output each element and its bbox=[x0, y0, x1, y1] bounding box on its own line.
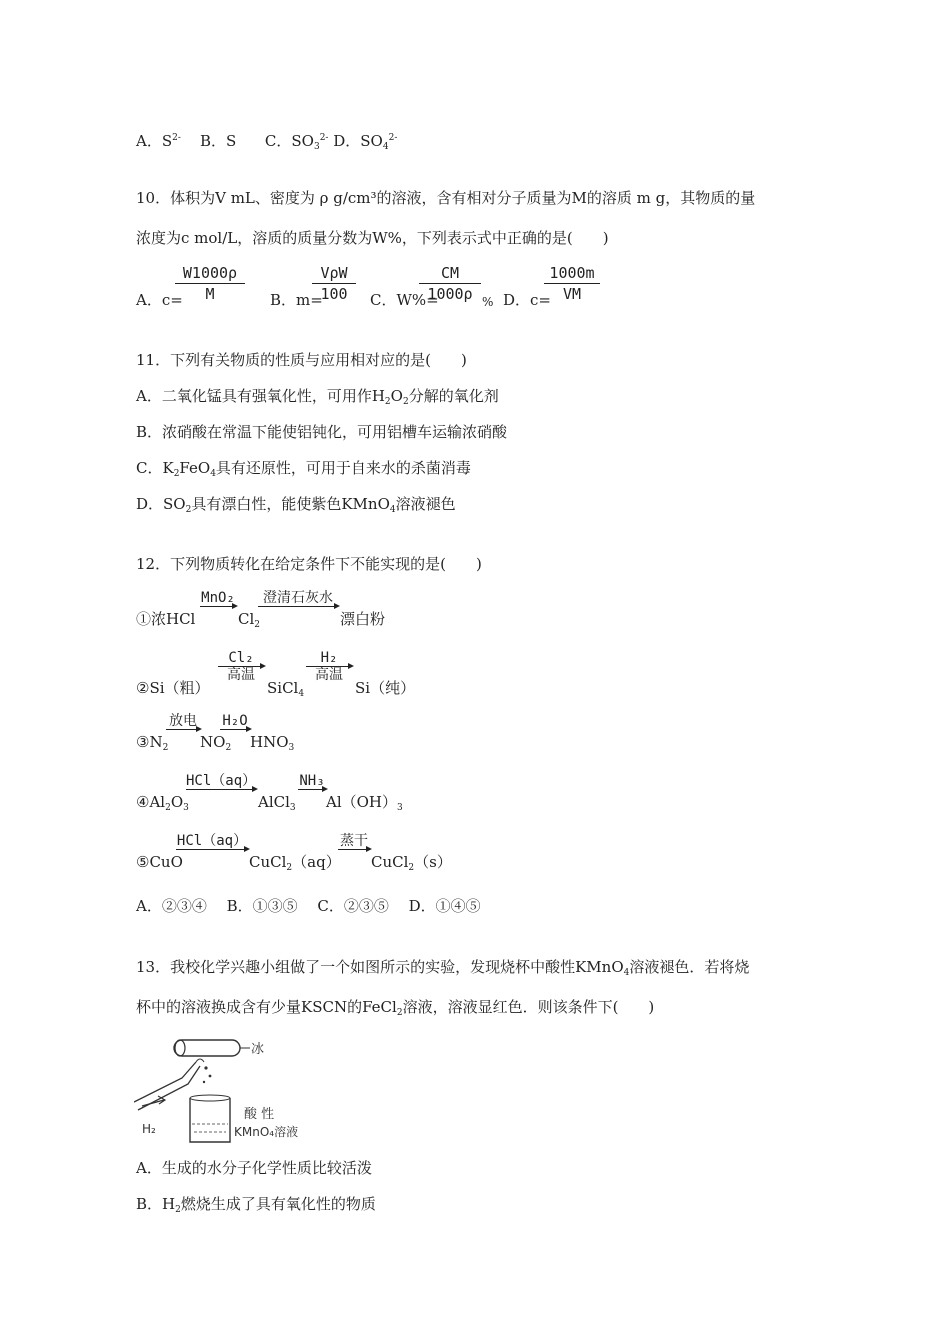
q12-reaction-2-arrow-2: H₂ 高温 bbox=[306, 650, 352, 683]
ice-label: 冰 bbox=[251, 1042, 265, 1057]
q13-stem-line1: 13．我校化学兴趣小组做了一个如图所示的实验，发现烧杯中酸性KMnO$_4$溶液褪色．若将烧 bbox=[136, 958, 750, 978]
q10-stem-line1: 10．体积为V mL、密度为 ρ g/cm³的溶液，含有相对分子质量为M的溶质 m g，其物质的量 bbox=[136, 189, 756, 207]
q9-options: A．$S^{2-}$ B．S C．$SO_3^{2-}$ D．$SO_4^{2-}$ bbox=[136, 132, 398, 152]
q12-reaction-4-mid: AlCl$_3$ bbox=[258, 793, 296, 813]
q12-reaction-3-mid: $NO_2$ bbox=[200, 733, 232, 753]
q10-option-b-fraction: VρW 100 bbox=[312, 264, 356, 303]
q11-stem: 11．下列有关物质的性质与应用相对应的是( ) bbox=[136, 351, 467, 369]
q12-reaction-5-start: ⑤CuO bbox=[136, 853, 183, 871]
q12-reaction-4-end: $Al(OH)_3$ bbox=[326, 793, 403, 813]
q12-reaction-1-end: 漂白粉 bbox=[340, 610, 386, 628]
q13-apparatus-figure bbox=[134, 1036, 314, 1146]
q11-option-b: B．浓硝酸在常温下能使铝钝化，可用铝槽车运输浓硝酸 bbox=[136, 423, 508, 441]
q11-option-a: A．二氧化锰具有强氧化性，可用作$H_2O_2$分解的氧化剂 bbox=[136, 387, 499, 407]
q12-reaction-4-arrow-2: NH₃ bbox=[299, 773, 325, 789]
q12-reaction-2-mid: SiCl$_4$ bbox=[267, 679, 305, 699]
gas-flow-arrow bbox=[142, 1096, 165, 1106]
solution-label: KMnO₄溶液 bbox=[234, 1125, 299, 1139]
beaker bbox=[190, 1098, 230, 1142]
q11-option-d: D．$SO_2$具有漂白性，能使紫色KMnO$_4$溶液褪色 bbox=[136, 495, 456, 515]
q12-reaction-5-end: CuCl$_2$（s） bbox=[371, 853, 452, 873]
q10-option-c-percent: % bbox=[482, 295, 494, 309]
q10-option-c-fraction: $\frac{CM}{1000\rho}$ bbox=[419, 264, 481, 303]
q13-stem-line2: 杯中的溶液换成含有少量KSCN的FeCl$_2$溶液，溶液显红色．则该条件下( ) bbox=[136, 998, 655, 1018]
acid-label: 酸 性 bbox=[244, 1107, 275, 1122]
q10-option-d-label: D．c= bbox=[503, 291, 551, 309]
q12-reaction-3-arrow-2: H₂O bbox=[220, 713, 250, 730]
q10-option-a-fraction: $\frac{W1000\rho}{M}$ bbox=[175, 264, 245, 303]
q11-option-c: C．$K_2FeO_4$具有还原性，可用于自来水的杀菌消毒 bbox=[136, 459, 471, 479]
q13-option-a: A．生成的水分子化学性质比较活泼 bbox=[136, 1159, 372, 1177]
q12-reaction-2-start: ②Si（粗） bbox=[136, 679, 210, 697]
q12-reaction-3-end: $HNO_3$ bbox=[250, 733, 295, 753]
q12-reaction-2-arrow-1: Cl₂ 高温 bbox=[218, 650, 264, 683]
q10-stem-line2: 浓度为c mol/L，溶质的质量分数为W%，下列表示式中正确的是( ) bbox=[136, 229, 609, 247]
q12-reaction-5-arrow-2: 蒸干 bbox=[340, 833, 368, 849]
q10-option-c-label: C．W%= bbox=[370, 291, 439, 309]
q10-option-d-fraction: $\frac{1000m}{VM}$ bbox=[544, 264, 600, 303]
q12-options: A．②③④ B．①③⑤ C．②③⑤ D．①④⑤ bbox=[136, 897, 481, 915]
q12-reaction-4-start: $④Al_2O_3$ bbox=[136, 793, 189, 813]
q12-reaction-4-arrow-1: HCl（aq） bbox=[186, 773, 257, 789]
q12-reaction-3-start: $③N_2$ bbox=[136, 733, 169, 753]
q12-reaction-3-arrow-1: 放电 bbox=[166, 713, 200, 730]
q10-option-b-label: B．m= bbox=[270, 291, 323, 309]
q10-option-a-label: A．c= bbox=[136, 291, 183, 309]
q13-option-b: B．$H_2$燃烧生成了具有氧化性的物质 bbox=[136, 1195, 376, 1215]
q12-reaction-1-mid: $Cl_2$ bbox=[238, 610, 261, 630]
q12-reaction-1-start: ①浓HCl bbox=[136, 610, 196, 628]
q12-reaction-5-arrow-1: HCl（aq） bbox=[176, 833, 248, 849]
q12-reaction-1-arrow-1: MnO₂ bbox=[201, 590, 235, 606]
q12-reaction-2-end: Si（纯） bbox=[355, 679, 416, 697]
q12-reaction-5-mid: CuCl$_2$（aq） bbox=[249, 853, 341, 873]
q12-stem: 12．下列物质转化在给定条件下不能实现的是( ) bbox=[136, 555, 482, 573]
q12-reaction-1-arrow-2: 澄清石灰水 bbox=[258, 590, 338, 607]
h2-label: H₂ bbox=[142, 1122, 156, 1136]
